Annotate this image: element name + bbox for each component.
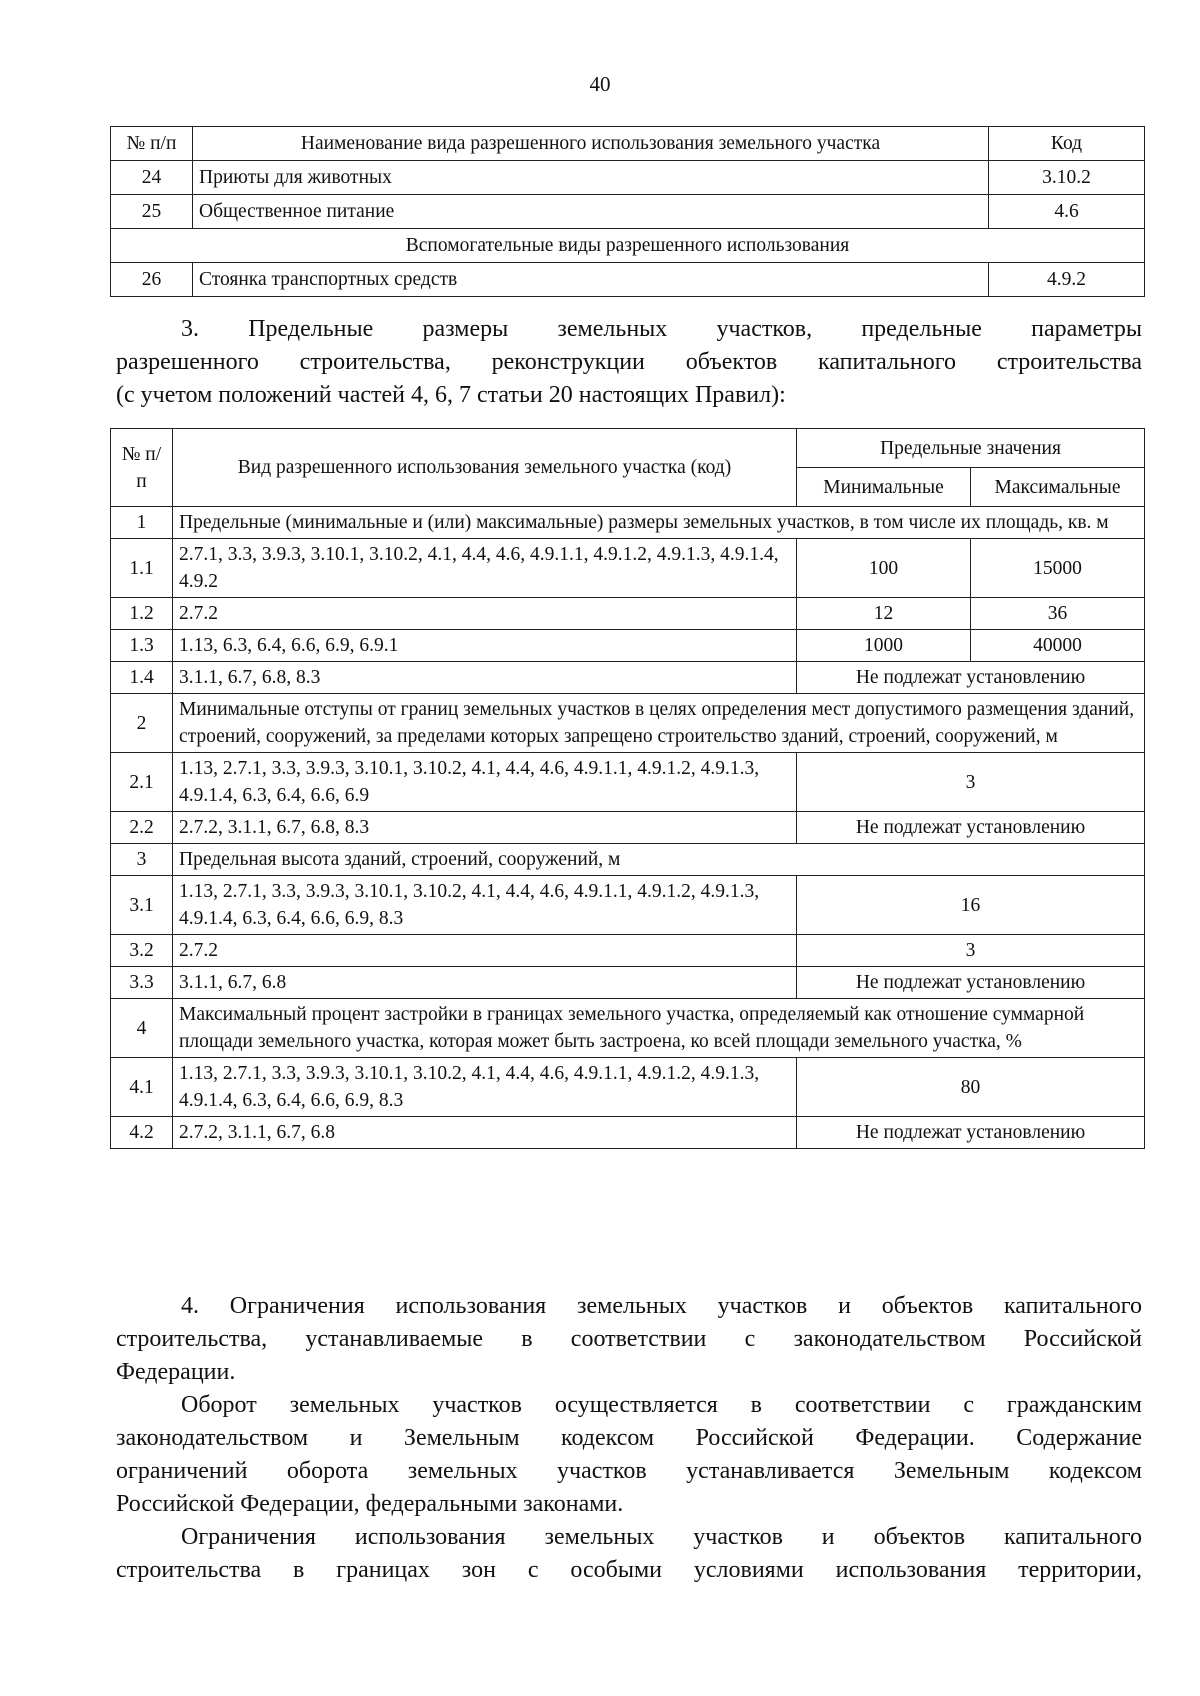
row-max: 15000: [971, 539, 1145, 598]
table-row: [111, 753, 1145, 812]
section-3-heading: [116, 313, 1142, 412]
text-line: 3. Предельные размеры земельных участков, предельные параметры: [181, 316, 1142, 342]
row-value: Не подлежат установлению: [797, 812, 1145, 844]
section-label: Вспомогательные виды разрешенного использования: [111, 229, 1145, 263]
row-value: 16: [797, 876, 1145, 935]
row-codes: 2.7.2: [173, 935, 797, 967]
text-line: ограничений оборота земельных участков устанавливается Земельным кодексом: [116, 1458, 1142, 1484]
row-value: Не подлежат установлению: [797, 1117, 1145, 1149]
table-row: [111, 630, 1145, 662]
text-line: разрешенного строительства, реконструкции объектов капитального строительства: [116, 349, 1142, 375]
table-row: [111, 662, 1145, 694]
row-num: 1.3: [111, 630, 173, 662]
text-line: Российской Федерации, федеральными законами.: [116, 1491, 624, 1517]
text-line: (с учетом положений частей 4, 6, 7 статьи 20 настоящих Правил):: [116, 382, 786, 408]
permitted-use-table: [110, 126, 1145, 297]
row-codes: 1.13, 2.7.1, 3.3, 3.9.3, 3.10.1, 3.10.2, 4.1, 4.4, 4.6, 4.9.1.1, 4.9.1.2, 4.9.1.3, 4.9.1.4, 6.3, 6.4, 6.6, 6.9, 8.3: [173, 876, 797, 935]
table-header-row: [111, 429, 1145, 468]
row-num: 3.2: [111, 935, 173, 967]
row-code: 4.6: [989, 195, 1145, 229]
row-value: Не подлежат установлению: [797, 967, 1145, 999]
section-text: Предельная высота зданий, строений, сооружений, м: [173, 844, 1145, 876]
row-codes: 3.1.1, 6.7, 6.8, 8.3: [173, 662, 797, 694]
table-row: [111, 812, 1145, 844]
col-num-header: № п/п: [111, 429, 173, 507]
table-row: [111, 1117, 1145, 1149]
row-codes: 1.13, 2.7.1, 3.3, 3.9.3, 3.10.1, 3.10.2, 4.1, 4.4, 4.6, 4.9.1.1, 4.9.1.2, 4.9.1.3, 4.9.1.4, 6.3, 6.4, 6.6, 6.9, 8.3: [173, 1058, 797, 1117]
row-num: 1: [111, 507, 173, 539]
table-row: [111, 1058, 1145, 1117]
row-max: 36: [971, 598, 1145, 630]
row-value: Не подлежат установлению: [797, 662, 1145, 694]
row-codes: 2.7.2, 3.1.1, 6.7, 6.8: [173, 1117, 797, 1149]
row-num: 2.1: [111, 753, 173, 812]
section-row: [111, 694, 1145, 753]
col-num-header: № п/п: [111, 127, 193, 161]
table-row: [111, 935, 1145, 967]
row-num: 1.2: [111, 598, 173, 630]
row-value: 80: [797, 1058, 1145, 1117]
row-codes: 1.13, 6.3, 6.4, 6.6, 6.9, 6.9.1: [173, 630, 797, 662]
table-row: [111, 263, 1145, 297]
row-codes: 1.13, 2.7.1, 3.3, 3.9.3, 3.10.1, 3.10.2, 4.1, 4.4, 4.6, 4.9.1.1, 4.9.1.2, 4.9.1.3, 4.9.1.4, 6.3, 6.4, 6.6, 6.9: [173, 753, 797, 812]
text-line: строительства в границах зон с особыми условиями использования территории,: [116, 1557, 1142, 1583]
col-name-header: Наименование вида разрешенного использования земельного участка: [193, 127, 989, 161]
col-min-header: Минимальные: [797, 468, 971, 507]
row-value: 3: [797, 753, 1145, 812]
row-num: 4.2: [111, 1117, 173, 1149]
row-num: 1.1: [111, 539, 173, 598]
col-max-header: Максимальные: [971, 468, 1145, 507]
row-num: 2: [111, 694, 173, 753]
section-text: Минимальные отступы от границ земельных участков в целях определения мест допустимого размещения зданий, строений, сооружений, за пределами которых запрещено строительство зданий, строений, сооружений, м: [173, 694, 1145, 753]
text-line: Ограничения использования земельных участков и объектов капитального: [181, 1524, 1142, 1550]
table-row: [111, 161, 1145, 195]
row-codes: 2.7.2, 3.1.1, 6.7, 6.8, 8.3: [173, 812, 797, 844]
row-num: 3: [111, 844, 173, 876]
table-row: [111, 598, 1145, 630]
row-num: 2.2: [111, 812, 173, 844]
page-number: 40: [589, 72, 611, 96]
row-codes: 2.7.2: [173, 598, 797, 630]
row-num: 26: [111, 263, 193, 297]
row-min: 12: [797, 598, 971, 630]
table-header-row: [111, 127, 1145, 161]
table-row: [111, 967, 1145, 999]
section-4-text: [116, 1290, 1142, 1587]
text-line: 4. Ограничения использования земельных участков и объектов капитального: [181, 1293, 1142, 1319]
row-num: 24: [111, 161, 193, 195]
row-num: 4.1: [111, 1058, 173, 1117]
row-name: Приюты для животных: [193, 161, 989, 195]
row-value: 3: [797, 935, 1145, 967]
table-row: [111, 539, 1145, 598]
col-type-header: Вид разрешенного использования земельного участка (код): [173, 429, 797, 507]
row-max: 40000: [971, 630, 1145, 662]
row-min: 1000: [797, 630, 971, 662]
section-row: [111, 844, 1145, 876]
section-row: [111, 507, 1145, 539]
table-row: [111, 876, 1145, 935]
row-num: 3.3: [111, 967, 173, 999]
row-codes: 3.1.1, 6.7, 6.8: [173, 967, 797, 999]
row-min: 100: [797, 539, 971, 598]
row-name: Общественное питание: [193, 195, 989, 229]
row-codes: 2.7.1, 3.3, 3.9.3, 3.10.1, 3.10.2, 4.1, 4.4, 4.6, 4.9.1.1, 4.9.1.2, 4.9.1.3, 4.9.1.4, 4.9.2: [173, 539, 797, 598]
section-text: Предельные (минимальные и (или) максимальные) размеры земельных участков, в том числе их площадь, кв. м: [173, 507, 1145, 539]
row-num: 4: [111, 999, 173, 1058]
text-line: Федерации.: [116, 1359, 236, 1385]
row-code: 4.9.2: [989, 263, 1145, 297]
text-line: Оборот земельных участков осуществляется в соответствии с гражданским: [181, 1392, 1142, 1418]
text-line: законодательством и Земельным кодексом Российской Федерации. Содержание: [116, 1425, 1142, 1451]
row-num: 1.4: [111, 662, 173, 694]
row-num: 25: [111, 195, 193, 229]
text-line: строительства, устанавливаемые в соответствии с законодательством Российской: [116, 1326, 1142, 1352]
row-code: 3.10.2: [989, 161, 1145, 195]
row-num: 3.1: [111, 876, 173, 935]
col-code-header: Код: [989, 127, 1145, 161]
col-limits-header: Предельные значения: [797, 429, 1145, 468]
table-row: [111, 195, 1145, 229]
section-text: Максимальный процент застройки в границах земельного участка, определяемый как отношение суммарной площади земельного участка, которая может быть застроена, ко всей площади земельного участка, %: [173, 999, 1145, 1058]
section-row: [111, 999, 1145, 1058]
row-name: Стоянка транспортных средств: [193, 263, 989, 297]
section-row: [111, 229, 1145, 263]
limits-table: [110, 428, 1145, 1149]
